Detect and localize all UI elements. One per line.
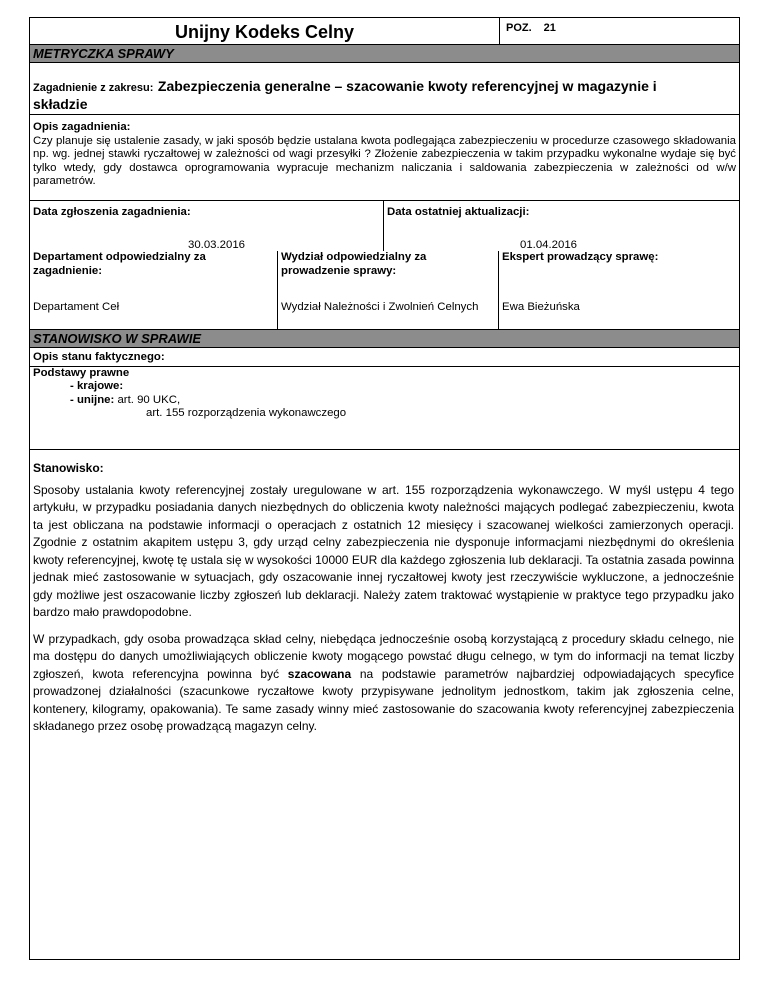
stan-faktyczny-label: Opis stanu faktycznego: <box>30 351 739 367</box>
p2-part-b: na podstawie parametrów najbardziej odpowiadających specyfice prowadzonej działalności (szacunkowe ryczałtowe kwoty przypisywane jednolitym jednostkom, takim jak zgłoszenia celne, kontenery, kilogramy, opakowania). Te same zasady winny mieć zastosowanie do szacowania kwoty referencyjnej zabezpieczenia składanego przez osobę prowadzącą magazyn celny. <box>33 666 734 733</box>
stanowisko-block <box>30 450 739 733</box>
departament-label: Departament odpowiedzialny za zagadnienie: <box>33 251 206 277</box>
ekspert-cell <box>499 251 739 329</box>
wydzial-cell <box>278 251 499 329</box>
wydzial-value: Wydział Należności i Zwolnień Celnych <box>281 301 479 313</box>
krajowe-label: - krajowe: <box>70 380 124 393</box>
stan-faktyczny-block <box>30 348 739 450</box>
responsible-row <box>30 251 739 330</box>
zagadnienie-value-1: Zabezpieczenia generalne – szacowanie kwoty referencyjnej w magazynie i <box>157 78 657 94</box>
position-number <box>500 18 739 44</box>
date-updated-cell <box>384 201 739 251</box>
zagadnienie-value-2: składzie <box>33 96 88 112</box>
unijne-row <box>33 394 736 408</box>
zagadnienie-block <box>30 63 739 115</box>
document-form <box>29 17 740 960</box>
document-title: Unijny Kodeks Celny <box>30 18 500 44</box>
section-stanowisko: STANOWISKO W SPRAWIE <box>30 330 739 348</box>
date-updated-value: 01.04.2016 <box>520 239 578 251</box>
date-updated-label: Data ostatniej aktualizacji: <box>387 206 530 218</box>
opis-block <box>30 115 739 201</box>
poz-label: POZ. <box>506 22 532 34</box>
dates-row <box>30 201 739 251</box>
title-row <box>30 18 739 45</box>
empty-area <box>30 704 739 959</box>
p2-bold: szacowana <box>287 666 352 681</box>
date-submitted-cell <box>30 201 384 251</box>
unijne-label: - unijne: <box>70 393 115 406</box>
p2-part-a: W przypadkach, gdy osoba prowadząca skład celny, niebędąca jednocześnie osobą korzystającą z procedury składu celnego, nie ma dostępu do danych umożliwiających obliczenie kwoty mogącego powstać długu celnego, w tym do informacji na temat liczby zgłoszeń, kwota referencyjna powinna być <box>33 631 734 681</box>
departament-value: Departament Ceł <box>33 301 120 313</box>
ekspert-value: Ewa Bieżuńska <box>502 301 580 313</box>
section-metryczka: METRYCZKA SPRAWY <box>30 45 739 63</box>
stanowisko-label: Stanowisko: <box>33 461 104 475</box>
opis-text: Czy planuje się ustalenie zasady, w jaki sposób będzie ustalana kwota podlegająca zabezpieczeniu w procedurze czasowego składowania np. wg. jednej stawki ryczałtowej w zależności od wagi przesyłki ? Złożenie zabezpieczenia w takim przypadku wykonalne wydaje się być tylko wtedy, gdy dostawca oprogramowania wypracuje mechanizm naliczania i saldowania zabezpieczenia w zależności od w/w parametrów. <box>33 134 736 188</box>
ekspert-label: Ekspert prowadzący sprawę: <box>502 251 659 263</box>
date-submitted-value: 30.03.2016 <box>188 239 246 251</box>
date-submitted-label: Data zgłoszenia zagadnienia: <box>33 206 191 218</box>
opis-label: Opis zagadnienia: <box>33 121 131 133</box>
stanowisko-paragraph-1: Sposoby ustalania kwoty referencyjnej zostały uregulowane w art. 155 rozporządzenia wykonawczego. W myśl ustępu 4 tego artykułu, w przypadku posiadania danych niezbędnych do obliczenia kwoty należności mających podlegać zabezpieczeniu, kwota ta jest obliczana na podstawie informacji o operacjach z ostatnich 12 miesięcy i szacowanej wielkości zamierzonych operacji. Zgodnie z ostatnim akapitem ustępu 3, gdy urząd celny zabezpieczenia nie dysponuje informacjami niezbędnymi do określenia kwoty referencyjnej, kwotę tę ustala się w wysokości 10000 EUR dla każdego zgłoszenia lub deklaracji. Ta ostatnia zasada powinna jednak mieć zastosowanie w sytuacjach, gdy oszacowanie innej ryczałtowej kwoty jest rzeczywiście wykluczone, a jednocześnie gdy możliwe jest oszacowanie liczby zgłoszeń lub deklaracji. Należy zatem traktować wystąpienie w praktyce tego przypadku jako bardzo mało prawdopodobne. <box>33 482 734 619</box>
wydzial-label: Wydział odpowiedzialny za prowadzenie sprawy: <box>281 251 427 277</box>
departament-cell <box>30 251 278 329</box>
poz-value: 21 <box>543 22 556 34</box>
podstawy-label: Podstawy prawne <box>33 366 130 379</box>
unijne-item-2: art. 155 rozporządzenia wykonawczego <box>146 407 347 420</box>
unijne-item-1: art. 90 UKC, <box>117 393 181 406</box>
zagadnienie-label: Zagadnienie z zakresu: <box>33 82 154 94</box>
